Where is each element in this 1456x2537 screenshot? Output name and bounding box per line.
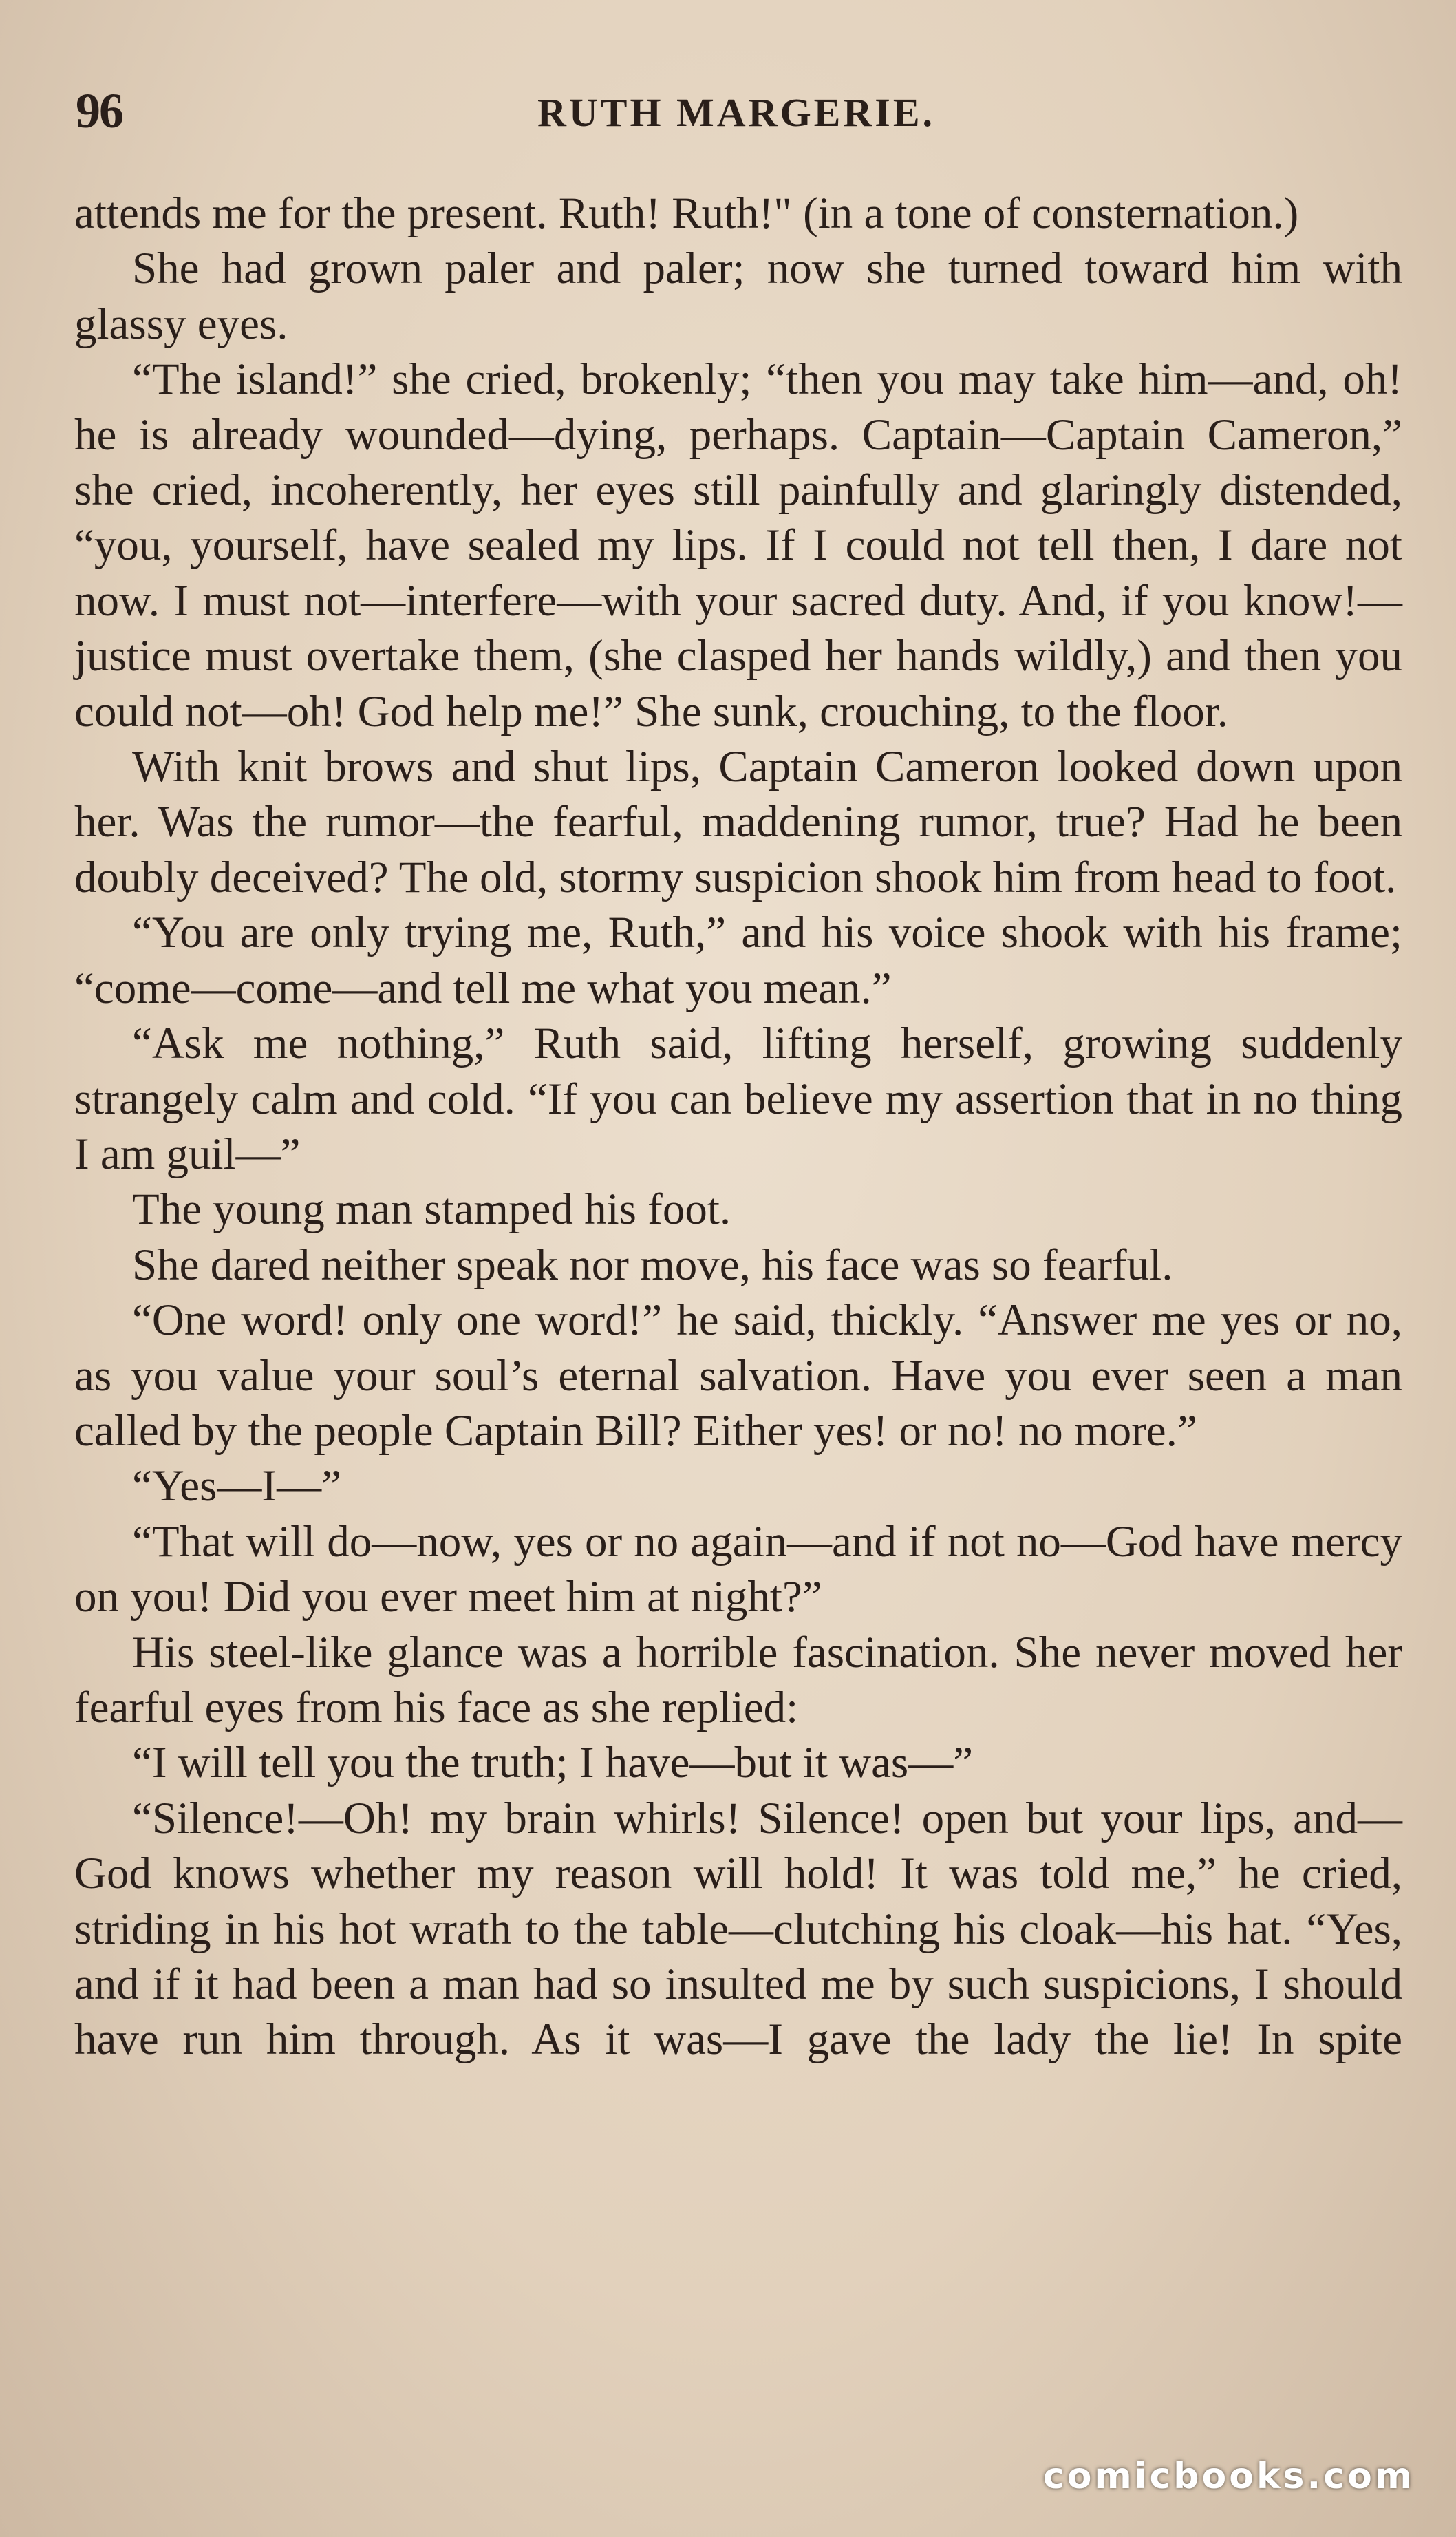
paragraph: “One word! only one word!” he said, thickly. “Answer me yes or no, as you value your soul’s eternal salvation. Have you ever seen a man called by the people Captain Bill? Either yes! or no! no more.” (74, 1295, 1402, 1456)
page-header (76, 69, 1397, 151)
paragraph: She had grown paler and paler; now she turned toward him with glassy eyes. (74, 244, 1402, 349)
paragraph: “Silence!—Oh! my brain whirls! Silence! open but your lips, and—God knows whether my reason will hold! It was told me,” he cried, striding in his hot wrath to the table—clutching his cloak—his hat. “Yes, and if it had been a man had so insulted me by such suspicions, I should have run him through. As it was—I gave the lady the lie! In spite (74, 1793, 1402, 2065)
paragraph: “Yes—I—” (132, 1461, 341, 1511)
paragraph: attends me for the present. Ruth! Ruth!" (in a tone of consternation.) (74, 189, 1299, 238)
paragraph: His steel-like glance was a horrible fascination. She never moved her fearful eyes from his face as she replied: (74, 1627, 1402, 1732)
paragraph: “Ask me nothing,” Ruth said, lifting herself, growing suddenly strangely calm and cold. “If you can believe my assertion that in no thing I am guil—” (74, 1019, 1402, 1179)
watermark: comicbooks.com (1042, 2456, 1415, 2497)
paragraph: The young man stamped his foot. (132, 1185, 731, 1235)
body-text (74, 186, 1402, 2068)
paragraph: “You are only trying me, Ruth,” and his voice shook with his frame; “come—come—and tell me what you mean.” (74, 908, 1402, 1013)
running-title: RUTH MARGERIE. (537, 90, 936, 135)
paragraph: “The island!” she cried, brokenly; “then you may take him—and, oh! he is already wounded—dying, perhaps. Captain—Captain Cameron,” she cried, incoherently, her eyes still painfully and glaringly distended, “you, yourself, have sealed my lips. If I could not tell then, I dare not now. I must not—interfere—with your sacred duty. And, if you know!—justice must overtake them, (she clasped her hands wildly,) and then you could not—oh! God help me!” She sunk, crouching, to the floor. (74, 354, 1402, 736)
paragraph: “That will do—now, yes or no again—and if not no—God have mercy on you! Did you ever meet him at night?” (74, 1516, 1402, 1622)
paragraph: She dared neither speak nor move, his face was so fearful. (132, 1240, 1173, 1290)
paragraph: “I will tell you the truth; I have—but it was—” (132, 1738, 974, 1788)
page-number: 96 (76, 83, 122, 138)
paragraph: With knit brows and shut lips, Captain Cameron looked down upon her. Was the rumor—the fearful, maddening rumor, true? Had he been doubly deceived? The old, stormy suspicion shook him from head to foot. (74, 742, 1402, 902)
